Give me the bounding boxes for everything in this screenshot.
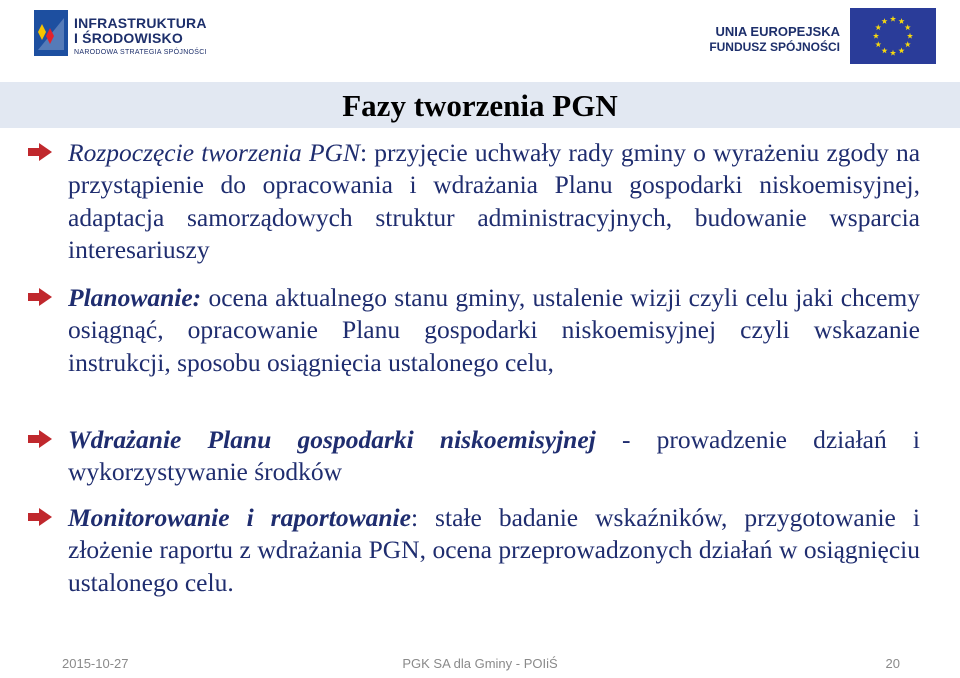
eu-flag-icon: [850, 8, 936, 64]
program-logo-icon: [34, 10, 68, 56]
logo-line-3: NARODOWA STRATEGIA SPÓJNOŚCI: [74, 49, 207, 56]
slide-title: Fazy tworzenia PGN: [342, 88, 618, 123]
item-label: Wdrażanie Planu gospodarki niskoemisyjnej: [68, 425, 596, 454]
logo-line-1: INFRASTRUKTURA: [74, 15, 207, 31]
arrow-bullet-icon: [28, 508, 52, 526]
footer-date: 2015-10-27: [62, 656, 129, 671]
item-text: - prowadzenie działań i wykorzystywanie środków: [68, 425, 921, 487]
item-label: Rozpoczęcie tworzenia PGN: [68, 138, 360, 167]
list-item: [68, 502, 920, 599]
arrow-bullet-icon: [28, 143, 52, 161]
eu-logo-line-1: UNIA EUROPEJSKA: [715, 24, 840, 39]
item-label: Planowanie:: [68, 283, 202, 312]
arrow-bullet-icon: [28, 430, 52, 448]
item-text: ocena aktualnego stanu gminy, ustalenie wizji czyli celu jaki chcemy osiągnąć, opracowanie Planu gospodarki niskoemisyjnej czyli wskazanie instrukcji, sposobu osiągnięcia ustalonego celu,: [68, 283, 920, 377]
list-item: [68, 424, 920, 489]
item-text: : stałe badanie wskaźników, przygotowanie i złożenie raportu z wdrażania PGN, ocena przeprowadzonych działań w osiągnięciu ustalonego celu.: [68, 503, 920, 597]
eu-logo: [709, 8, 936, 64]
page-number: 20: [885, 656, 900, 671]
list-item: [68, 282, 920, 379]
logo-line-2: I ŚRODOWISKO: [74, 30, 183, 46]
arrow-bullet-icon: [28, 288, 52, 306]
infrastruktura-logo: [34, 10, 234, 60]
eu-logo-line-2: FUNDUSZ SPÓJNOŚCI: [709, 40, 840, 54]
list-item: [68, 137, 920, 266]
item-label: Monitorowanie i raportowanie: [68, 503, 411, 532]
item-text: : przyjęcie uchwały rady gminy o wyrażeniu zgody na przystąpienie do opracowania i wdrażania Planu gospodarki niskoemisyjnej, adaptacja samorządowych struktur administracyjnych, budowanie wsparcia interesariuszy: [68, 138, 921, 264]
footer-title: PGK SA dla Gminy - POIiŚ: [402, 656, 558, 671]
